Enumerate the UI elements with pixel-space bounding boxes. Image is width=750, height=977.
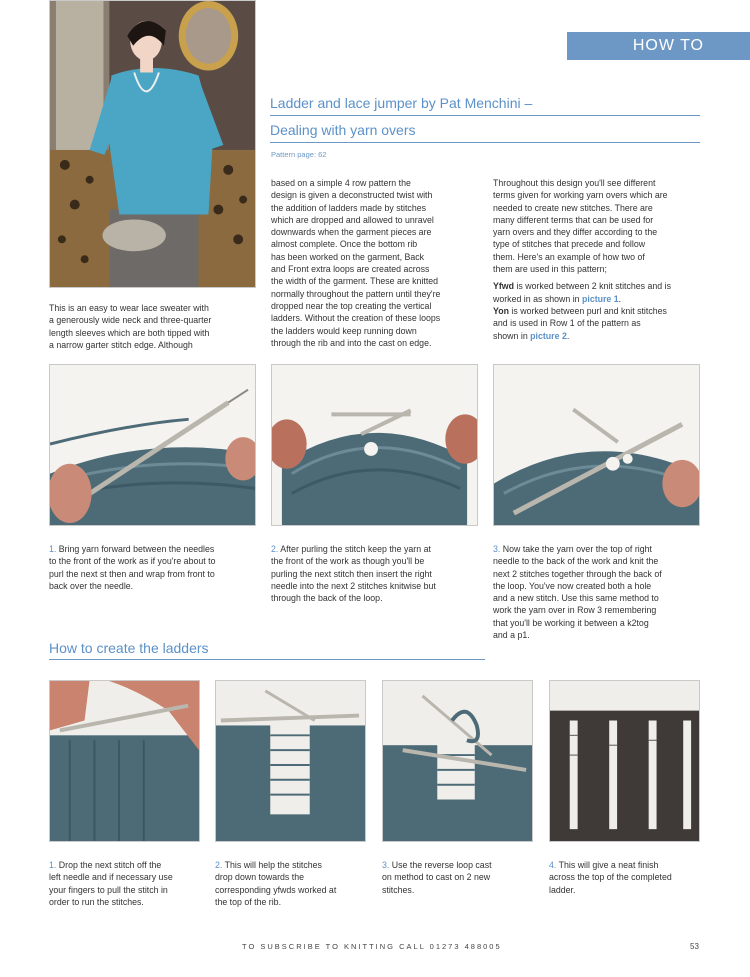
caption-text: Use the reverse loop cast <box>389 860 492 870</box>
yon-definition <box>493 305 713 317</box>
step-number: 3. <box>382 860 390 870</box>
text-line: through the rib and into the cast on edge. <box>271 337 432 348</box>
caption-line <box>215 859 375 871</box>
caption-line: purling the next stitch then insert the right <box>271 568 432 579</box>
section-banner: HOW TO <box>567 32 750 60</box>
text-line: them. Here's an example of how two of <box>493 251 645 262</box>
caption-line: purl the next st then and wrap from front to <box>49 568 215 579</box>
yon-text: is worked between purl and knit stitches <box>508 305 667 316</box>
intro-column-2 <box>271 177 481 349</box>
intro-column-1 <box>49 302 259 351</box>
text-line: based on a simple 4 row pattern the <box>271 178 411 188</box>
text-line: many different terms that can be used for <box>493 214 654 225</box>
ladder-photo-2 <box>215 680 366 842</box>
text-line: the ladders would keep running down <box>271 325 417 336</box>
caption-line: the loop. You've now created both a hole <box>493 580 652 591</box>
text-line: Throughout this design you'll see different <box>493 178 656 188</box>
step-number: 4. <box>549 860 557 870</box>
caption-line: next 2 stitches together through the back of <box>493 568 662 579</box>
caption-line: on method to cast on 2 new <box>382 872 491 883</box>
text-line: needed to create new stitches. There are <box>493 202 653 213</box>
caption-line: and a p1. <box>493 630 530 641</box>
text-line: a generously wide neck and three-quarter <box>49 315 212 326</box>
yarn-over-photo-3 <box>493 364 700 526</box>
ladder-caption-2 <box>215 859 375 908</box>
yfwd-definition-cont <box>493 293 713 305</box>
text-line: type of stitches that precede and follow <box>493 239 646 250</box>
text-line: a narrow garter stitch edge. Although <box>49 339 193 350</box>
model-photo <box>49 0 256 288</box>
caption-line: work the yarn over in Row 3 remembering <box>493 605 657 616</box>
yarn-over-photo-1 <box>49 364 256 526</box>
ladder-caption-3 <box>382 859 542 896</box>
yfwd-text: is worked between 2 knit stitches and is <box>514 281 671 292</box>
step-number: 2. <box>215 860 223 870</box>
pattern-page-ref: Pattern page: 62 <box>271 150 327 159</box>
ladder-photo-1 <box>49 680 200 842</box>
article-subtitle: Dealing with yarn overs <box>270 122 416 138</box>
ladder-caption-4 <box>549 859 709 896</box>
picture-2-link[interactable]: picture 2 <box>530 330 567 341</box>
step-number: 1. <box>49 544 57 554</box>
caption-line: ladder. <box>549 884 576 895</box>
caption-text: Drop the next stitch off the <box>56 860 162 870</box>
page-number: 53 <box>690 942 699 951</box>
yfwd-term: Yfwd <box>493 281 515 292</box>
yfwd-text-2: worked in as shown in <box>493 293 582 304</box>
caption-text: Bring yarn forward between the needles <box>56 544 215 554</box>
step-number: 3. <box>493 544 501 554</box>
ladders-rule <box>49 659 485 660</box>
yon-end: . <box>566 330 570 341</box>
yon-text-line-2: and is used in Row 1 of the pattern as <box>493 318 641 329</box>
caption-line <box>549 859 709 871</box>
caption-text: After purling the stitch keep the yarn at <box>278 544 431 554</box>
caption-line: corresponding yfwds worked at <box>215 884 337 895</box>
ladder-photo-3 <box>382 680 533 842</box>
caption-line: the top of the rib. <box>215 896 282 907</box>
caption-line <box>382 859 542 871</box>
caption-line: your fingers to pull the stitch in <box>49 884 168 895</box>
yarn-over-photo-2 <box>271 364 478 526</box>
caption-line: back over the needle. <box>49 580 134 591</box>
caption-line: stitches. <box>382 884 415 895</box>
caption-line: drop down towards the <box>215 872 304 883</box>
yfwd-end: . <box>618 293 622 304</box>
text-line: normally throughout the pattern until they're <box>271 288 441 299</box>
text-line: yarn overs and they differ according to the <box>493 227 658 238</box>
yon-text-3: shown in <box>493 330 531 341</box>
caption-line <box>493 543 713 555</box>
picture-1-link[interactable]: picture 1 <box>582 293 619 304</box>
yon-definition-cont <box>493 330 713 342</box>
text-line: the addition of ladders made by stitches <box>271 202 427 213</box>
ladder-photo-4 <box>549 680 700 842</box>
caption-line: and a new stitch. Use this same method to <box>493 593 659 604</box>
caption-line: across the top of the completed <box>549 872 672 883</box>
subscribe-footer: TO SUBSCRIBE TO KNITTING CALL 01273 488005 <box>242 942 502 951</box>
text-line: them are used in this pattern; <box>493 264 607 275</box>
article-title: Ladder and lace jumper by Pat Menchini – <box>270 95 533 111</box>
caption-line: the front of the work as though you'll be <box>271 556 425 567</box>
title-rule <box>270 115 700 116</box>
caption-line: order to run the stitches. <box>49 896 144 907</box>
text-line: which are dropped and allowed to unravel <box>271 214 434 225</box>
caption-line: needle into the next 2 stitches knitwise but <box>271 580 436 591</box>
subtitle-rule <box>270 142 700 143</box>
caption-line <box>49 543 259 555</box>
ladder-caption-1 <box>49 859 209 908</box>
caption-line: through the back of the loop. <box>271 593 383 604</box>
intro-column-3 <box>493 177 713 342</box>
caption-line: to the front of the work as if you're about to <box>49 556 216 567</box>
text-line: almost complete. Once the bottom rib <box>271 239 418 250</box>
text-line: terms given for working yarn overs which are <box>493 190 668 201</box>
yarn-over-caption-2 <box>271 543 481 604</box>
step-number: 1. <box>49 860 57 870</box>
text-line: has been worked on the garment, Back <box>271 251 425 262</box>
caption-text: This will help the stitches <box>222 860 322 870</box>
caption-line: needle to the back of the work and knit the <box>493 556 659 567</box>
caption-text: Now take the yarn over the top of right <box>500 544 652 554</box>
caption-line: that you'll be working it between a k2tog <box>493 617 649 628</box>
yarn-over-caption-3 <box>493 543 713 641</box>
ladders-heading: How to create the ladders <box>49 640 209 656</box>
text-line: downwards when the garment pieces are <box>271 227 432 238</box>
yarn-over-caption-1 <box>49 543 259 592</box>
caption-line <box>49 859 209 871</box>
caption-line: left needle and if necessary use <box>49 872 173 883</box>
caption-line <box>271 543 481 555</box>
yon-term: Yon <box>493 305 509 316</box>
text-line: and Front extra loops are created across <box>271 264 430 275</box>
caption-text: This will give a neat finish <box>556 860 659 870</box>
yfwd-definition <box>493 280 713 292</box>
text-line: design is given a deconstructed twist with <box>271 190 433 201</box>
text-line: This is an easy to wear lace sweater with <box>49 303 209 313</box>
text-line: dropped near the top creating the vertical <box>271 300 432 311</box>
text-line: the width of the garment. These are knitted <box>271 276 439 287</box>
step-number: 2. <box>271 544 279 554</box>
text-line: ladders. Without the creation of these loops <box>271 313 441 324</box>
text-line: length sleeves which are both tipped with <box>49 327 210 338</box>
